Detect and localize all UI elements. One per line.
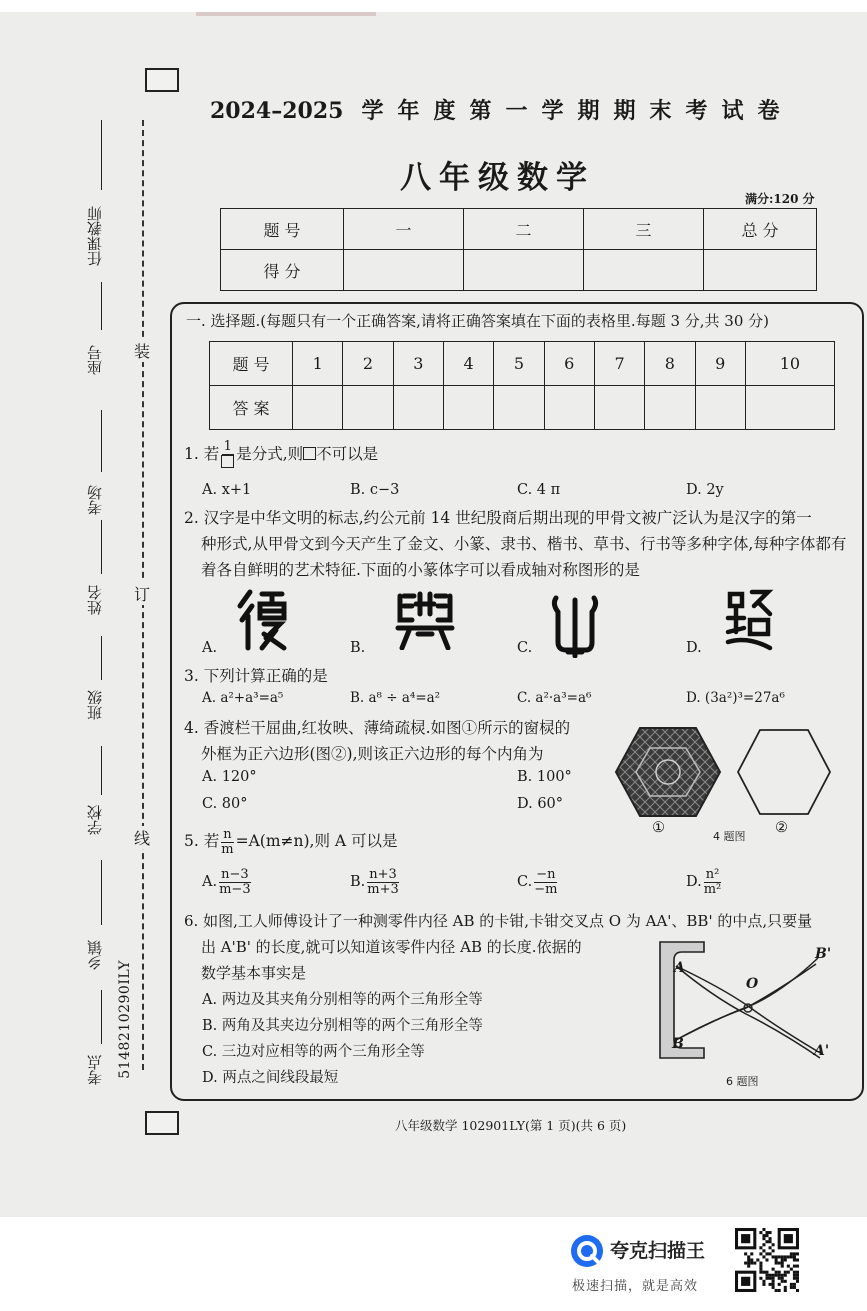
regular-hexagon [738,730,830,814]
q6-fig-caption: 6 题图 [726,1075,759,1088]
q5-fraction [221,828,233,856]
q5-c-den: −m [534,881,558,897]
q1-blank-box [303,447,316,460]
answer-number-cell: 4 [443,342,493,386]
seal-char-ding: 订 [134,582,150,605]
qr-code-icon[interactable] [735,1228,799,1292]
answer-table-answer-row [210,386,835,430]
q1-option-a: A. x+1 [202,482,252,498]
score-header-cell: 一 [344,209,464,250]
score-header-cell: 二 [464,209,584,250]
q3-option-d: D. (3a²)³=27a⁶ [686,690,785,706]
answer-row-label: 答 案 [210,386,293,430]
answer-number-cell: 1 [293,342,343,386]
answer-input-cell[interactable] [645,386,695,430]
full-score: 满分:120 分 [745,192,815,206]
q5-c-num: −n [536,867,556,882]
seal-script-glyph-c [548,592,602,658]
q3-option-a: A. a²+a³=a⁵ [202,690,284,706]
q5-b-letter: B. [350,874,366,891]
corner-box-bottom [145,1111,179,1135]
q5-pre: 5. 若 [184,832,220,851]
q6-option-b: B. 两角及其夹边分别相等的两个三角形全等 [202,1018,483,1034]
q2-option-b: B. [350,640,366,656]
q5-option-d [686,868,723,896]
score-input-cell[interactable] [704,250,817,291]
sidebar-field-label: 班级 [86,690,104,720]
answer-table-number-row [210,342,835,386]
question-5 [184,828,398,856]
score-input-cell[interactable] [584,250,704,291]
question-1 [184,440,378,470]
q5-d-fraction [704,868,722,896]
q4-fig-label-2: ② [775,820,788,836]
q1-option-c: C. 4 π [517,482,561,498]
scanner-name: 夸克扫描王 [610,1240,706,1262]
answer-number-cell: 2 [343,342,393,386]
q2-line-2: 种形式,从甲骨文到今天产生了金文、小篆、隶书、楷书、草书、行书等多种字体,每种字体都有 [201,535,847,553]
q6-line-2: 出 A'B' 的长度,就可以知道该零件内径 AB 的长度.依据的 [201,938,582,956]
sidebar-field-label: 姓名 [86,585,104,615]
sidebar-field-label: 考场 [86,485,104,515]
score-row-label: 得 分 [221,250,344,291]
paper-edge-mark [196,12,376,16]
score-table-header-row [221,209,817,250]
sidebar-field-line[interactable] [101,860,102,925]
sidebar-field-line[interactable] [101,990,102,1044]
sidebar-field-label: 任课教师 [86,206,104,266]
q2-line-1: 2. 汉字是中华文明的标志,约公元前 14 世纪殷商后期出现的甲骨文被广泛认为是汉字的第一 [184,509,812,527]
q1-fraction [221,440,234,470]
q6-option-d: D. 两点之间线段最短 [202,1070,339,1086]
answer-input-cell[interactable] [745,386,834,430]
title-year: 2024–2025 [210,98,344,124]
sidebar-field-line[interactable] [101,746,102,795]
sidebar-field-line[interactable] [101,520,102,574]
q4-line-2: 外框为正六边形(图②),则该正六边形的每个内角为 [201,745,544,763]
seal-char-zhuang: 装 [134,339,150,362]
q6-option-c: C. 三边对应相等的两个三角形全等 [202,1044,425,1060]
q6-point-b-prime: B' [815,946,832,962]
quark-logo-icon [570,1234,604,1268]
q2-line-3: 着各自鲜明的艺术特征.下面的小篆体字可以看成轴对称图形的是 [201,561,640,579]
scanner-tagline: 极速扫描，就是高效 [572,1279,699,1294]
score-header-cell: 题 号 [221,209,344,250]
answer-input-cell[interactable] [544,386,594,430]
answer-input-cell[interactable] [443,386,493,430]
q3-option-c: C. a²·a³=a⁶ [517,690,592,706]
answer-number-cell: 5 [494,342,544,386]
q4-fig-label-1: ① [652,820,665,836]
q1-option-b: B. c−3 [350,482,400,498]
seal-char-xian: 线 [134,826,150,849]
q6-point-o: O [746,976,759,992]
q5-d-den: m² [703,881,722,897]
window-lattice-hexagon [616,728,720,816]
q6-option-a: A. 两边及其夹角分别相等的两个三角形全等 [202,992,483,1008]
q5-frac-den: m [221,841,234,857]
score-table [220,208,817,291]
seal-script-glyph-a [236,588,290,652]
q5-b-den: m+3 [367,881,399,897]
score-input-cell[interactable] [464,250,584,291]
answer-number-cell: 9 [695,342,745,386]
answer-input-cell[interactable] [393,386,443,430]
answer-number-cell: 3 [393,342,443,386]
q6-point-a-prime: A' [814,1043,830,1059]
q1-option-d: D. 2y [686,482,724,498]
answer-number-cell: 10 [745,342,834,386]
answer-input-cell[interactable] [695,386,745,430]
q1-frac-den-box [221,455,234,471]
sidebar-field-label: 考点 [86,1055,104,1085]
title-rest: 学年度第一学期期末考试卷 [361,98,794,124]
q1-post: 是分式,则 [236,445,304,464]
q4-option-d: D. 60° [517,796,564,812]
q5-c-fraction [534,868,557,896]
score-header-cell: 三 [584,209,704,250]
section1-heading: 一. 选择题.(每题只有一个正确答案,请将正确答案填在下面的表格里.每题 3 分,共 30 分) [186,312,770,330]
subject-title: 八年级数学 [400,160,595,196]
q2-option-a: A. [202,640,218,656]
sidebar-field-line[interactable] [101,410,102,472]
q5-option-c [517,868,559,896]
q2-option-c: C. [517,640,533,656]
q1-pre: 1. 若 [184,445,220,464]
answer-input-cell[interactable] [594,386,644,430]
sidebar-field-line[interactable] [101,636,102,680]
page-footer: 八年级数学 102901LY(第 1 页)(共 6 页) [395,1118,627,1133]
q5-post: =A(m≠n),则 A 可以是 [235,832,398,851]
q5-option-a [202,868,253,896]
q5-a-fraction [219,868,251,896]
q6-line-1: 6. 如图,工人师傅设计了一种测零件内径 AB 的卡钳,卡钳交叉点 O 为 AA'、BB' 的中点,只要量 [184,912,813,930]
answer-number-cell: 8 [645,342,695,386]
answer-input-cell[interactable] [293,386,343,430]
q5-a-letter: A. [202,874,218,891]
q1-post2: 不可以是 [316,445,379,464]
sidebar-code: 5148210290ILY [117,960,133,1079]
answer-number-cell: 7 [594,342,644,386]
answer-input-cell[interactable] [494,386,544,430]
answer-row-label: 题 号 [210,342,293,386]
score-table-score-row [221,250,817,291]
q4-figure [610,722,840,842]
q6-point-a: A [674,960,685,976]
score-header-cell: 总 分 [704,209,817,250]
exam-title [210,94,830,125]
q5-frac-num: n [223,827,232,842]
q5-c-letter: C. [517,874,533,891]
q5-option-b [350,868,401,896]
q5-a-num: n−3 [221,867,249,882]
answer-input-cell[interactable] [343,386,393,430]
q4-fig-caption: 4 题图 [713,830,746,843]
sidebar-field-label: 座号 [86,345,104,375]
sidebar-field-line[interactable] [101,282,102,330]
seal-script-glyph-b [394,590,456,650]
sidebar-field-label: 学校 [86,805,104,835]
answer-table [209,341,835,430]
sidebar-field-label: 乡镇 [86,940,104,970]
q6-point-b: B [672,1036,684,1052]
answer-number-cell: 6 [544,342,594,386]
q2-option-d: D. [686,640,702,656]
q4-line-1: 4. 香渡栏干屈曲,红妆映、薄绮疏棂.如图①所示的窗棂的 [184,719,571,737]
q4-option-a: A. 120° [202,769,257,785]
q3-option-b: B. a⁸ ÷ a⁴=a² [350,690,441,706]
corner-box-top [145,68,179,92]
seal-script-glyph-d [724,588,774,656]
question-3: 3. 下列计算正确的是 [184,667,328,685]
q5-d-letter: D. [686,874,702,891]
q1-frac-num: 1 [223,439,232,454]
q5-b-num: n+3 [369,867,397,882]
q6-line-3: 数学基本事实是 [201,964,307,982]
q4-option-c: C. 80° [202,796,248,812]
q4-option-b: B. 100° [517,769,572,785]
q5-b-fraction [367,868,399,896]
score-input-cell[interactable] [344,250,464,291]
q5-a-den: m−3 [219,881,251,897]
sidebar-field-line[interactable] [101,120,102,190]
q5-d-num: n² [705,867,720,882]
